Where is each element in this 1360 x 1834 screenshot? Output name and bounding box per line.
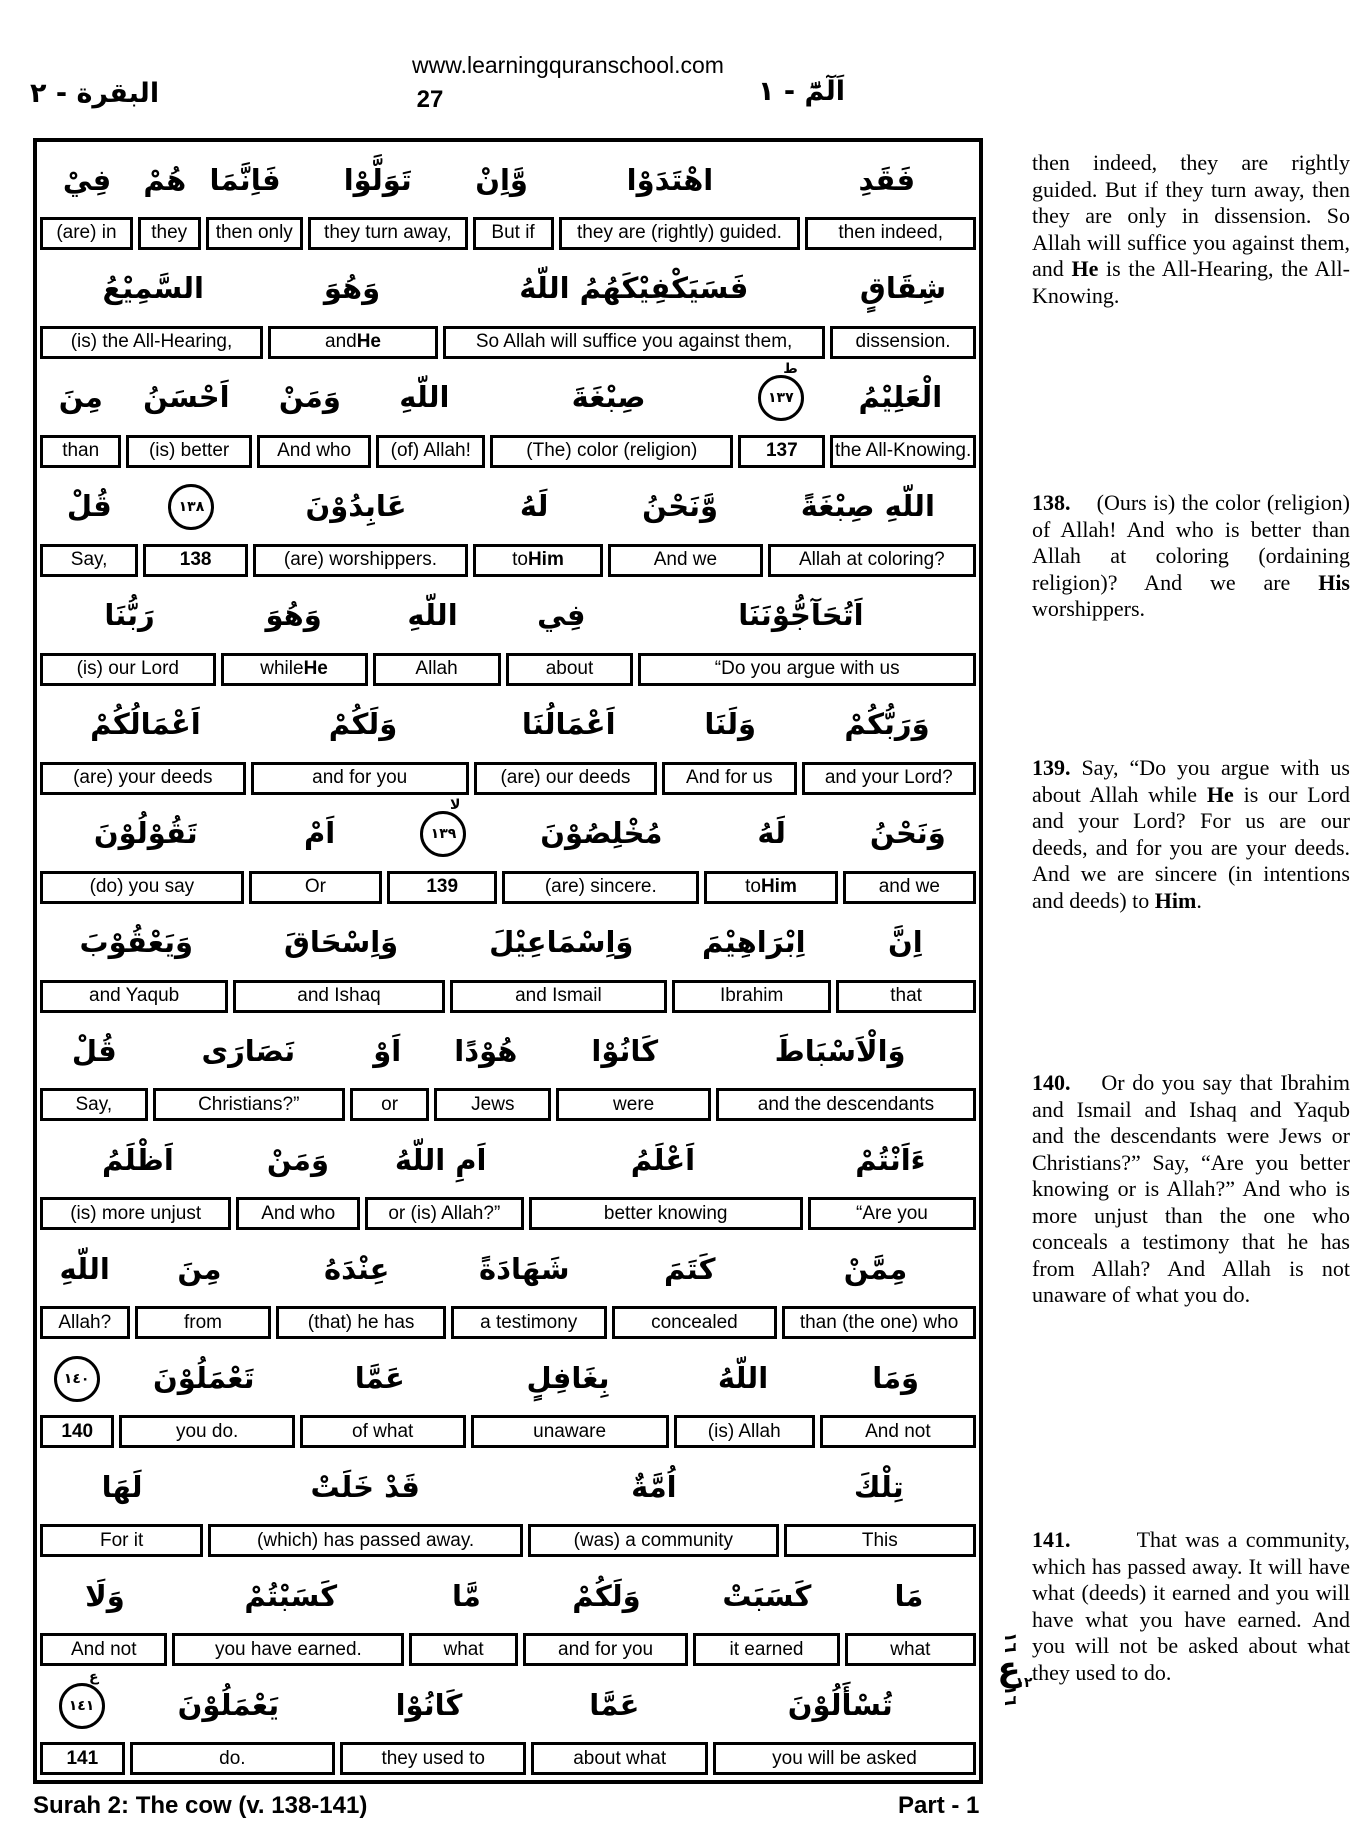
arabic-word: كَانُوْا	[395, 1687, 463, 1722]
arabic-word: اُمَّةٌ	[631, 1469, 677, 1504]
word-translation-cell: (do) you say	[40, 871, 244, 904]
arabic-word: قَدْ خَلَتْ	[310, 1469, 420, 1504]
waqf-mark: لا	[450, 797, 461, 814]
arabic-line	[40, 1451, 976, 1524]
word-by-word-translation-grid	[33, 138, 983, 1784]
word-translation-cell: they are (rightly) guided.	[559, 217, 801, 250]
word-translation-cell: (The) color (religion)	[490, 435, 733, 468]
verse-row	[40, 907, 976, 1016]
word-translation-cell: from	[135, 1306, 272, 1339]
word-translation-cell: better knowing	[529, 1197, 803, 1230]
arabic-word: اَعْمَالُكُمْ	[90, 707, 201, 742]
word-translation-cell: that	[836, 980, 976, 1013]
word-translation-cell: and Ismail	[450, 980, 667, 1013]
arabic-word: شِقَاقٍ	[859, 271, 947, 306]
arabic-word: وَّنَحْنُ	[642, 489, 719, 524]
word-translation-cell: 138	[143, 544, 248, 577]
word-translation-cell: (are) in	[40, 217, 133, 250]
arabic-word: اللّهِ صِبْغَةً	[800, 489, 935, 524]
arabic-word: اللّهِ	[59, 1251, 110, 1286]
arabic-word: لَهُ	[519, 489, 549, 524]
word-translation-cell: they	[138, 217, 201, 250]
word-translation-cell: than	[40, 435, 121, 468]
arabic-line	[40, 1669, 976, 1742]
arabic-word: رَبُّنَا	[104, 598, 155, 633]
arabic-word: مِنَ	[177, 1251, 222, 1286]
verse-row	[40, 1233, 976, 1342]
arabic-word: اِنَّ	[888, 925, 923, 960]
word-translation-cell: Christians?”	[153, 1088, 345, 1121]
word-translation-cell: and the descendants	[716, 1088, 976, 1121]
arabic-word: لَهَا	[101, 1469, 143, 1504]
arabic-word: وَهُوَ	[323, 271, 381, 306]
word-translation-cell: of what	[300, 1415, 466, 1448]
verse-number-circle	[420, 797, 466, 857]
arabic-word: فِيْ	[62, 162, 112, 197]
word-translation-cell: 137	[738, 435, 825, 468]
verse-number-circle	[168, 484, 214, 530]
ruku-number-top: ١٦	[999, 1632, 1020, 1653]
word-translation-cell: Ibrahim	[672, 980, 831, 1013]
waqf-mark: ع	[88, 1668, 99, 1685]
word-translation-cell: or (is) Allah?”	[365, 1197, 524, 1230]
word-translation-cell: what	[845, 1633, 976, 1666]
verse-row	[40, 1560, 976, 1669]
verse-translation-paragraph: 140. Or do you say that Ibrahim and Ismail and Ishaq and Yaqub and the descendants were Jews or Christians?” Say, “Are you better knowing or is Allah?” And who is more unjust than the one who conceals a testimony that he has from Allah? And Allah is not unaware of what you do.	[1032, 1070, 1350, 1307]
arabic-word: يَعْمَلُوْنَ	[177, 1687, 280, 1722]
arabic-word: اَمْ	[304, 816, 336, 851]
arabic-word: تَوَلَّوْا	[343, 162, 412, 197]
word-translation-row	[40, 1742, 976, 1775]
full-translation-sidebar	[1032, 0, 1352, 1834]
arabic-word: نَصَارَى	[201, 1034, 296, 1069]
word-translation-cell: about	[506, 653, 634, 686]
word-translation-cell: (are) worshippers.	[253, 544, 468, 577]
word-translation-cell: For it	[40, 1524, 203, 1557]
arabic-word: وَرَبُّكُمْ	[844, 707, 930, 742]
arabic-word: وَمَنْ	[266, 1142, 329, 1177]
arabic-word: هُمْ	[143, 162, 187, 197]
word-translation-cell: But if	[473, 217, 554, 250]
word-translation-cell: the All-Knowing.	[830, 435, 976, 468]
arabic-word: تِلْكَ	[853, 1469, 904, 1504]
arabic-word: وَلَكُمْ	[328, 707, 398, 742]
juz-header-arabic: اَلٓمّٓ - ١	[758, 76, 846, 107]
arabic-word: مَّا	[451, 1578, 481, 1613]
arabic-word: قُلْ	[66, 489, 112, 524]
word-translation-row	[40, 980, 976, 1013]
word-translation-cell: concealed	[612, 1306, 777, 1339]
arabic-line	[40, 253, 976, 326]
arabic-word: كَسَبْتُمْ	[244, 1578, 338, 1613]
arabic-word: عَمَّا	[354, 1360, 405, 1395]
word-translation-cell: and we	[843, 871, 976, 904]
arabic-line	[40, 1560, 976, 1633]
arabic-word: مِمَّنْ	[843, 1251, 908, 1286]
word-translation-cell: (are) sincere.	[502, 871, 699, 904]
verse-number-circle	[758, 361, 804, 421]
arabic-word: فِي	[537, 598, 586, 633]
word-translation-cell: were	[556, 1088, 711, 1121]
word-translation-row	[40, 1306, 976, 1339]
arabic-word: اِبْرَاهِيْمَ	[702, 925, 806, 960]
word-translation-cell: you do.	[119, 1415, 294, 1448]
word-translation-row	[40, 435, 976, 468]
word-translation-cell: and Ishaq	[233, 980, 445, 1013]
word-translation-cell: (are) our deeds	[474, 762, 657, 795]
arabic-word: مَا	[894, 1578, 924, 1613]
verse-row	[40, 362, 976, 471]
arabic-word: عِنْدَهُ	[323, 1251, 390, 1286]
arabic-line	[40, 471, 976, 544]
word-translation-cell: and for you	[523, 1633, 688, 1666]
verse-number-circle	[59, 1668, 105, 1729]
arabic-word: وَّاِنْ	[475, 162, 528, 197]
verse-number-arabic: ١٣٨	[178, 499, 205, 516]
arabic-word: فَقَدِ	[858, 162, 916, 197]
verse-row	[40, 471, 976, 580]
arabic-line	[40, 907, 976, 980]
word-translation-cell: “Are you	[808, 1197, 976, 1230]
verse-translation-paragraph: 141. That was a community, which has passed away. It will have what (deeds) it earned and you will have what you have earned. And you will not be asked about what they used to do.	[1032, 1527, 1350, 1685]
page-number: 27	[416, 86, 444, 113]
arabic-word: هُوْدًا	[454, 1034, 518, 1069]
verse-translation-paragraph: 139. Say, “Do you argue with us about Allah while He is our Lord and your Lord? For us are our deeds, and for you are your deeds. And we are sincere (in intentions and deeds) to Him.	[1032, 755, 1351, 913]
arabic-word: وَلَنَا	[704, 707, 756, 742]
arabic-word: كَانُوْا	[591, 1034, 659, 1069]
word-translation-cell: (are) your deeds	[40, 762, 246, 795]
arabic-word: ءَاَنْتُمْ	[855, 1142, 926, 1177]
verse-translation-paragraph: 138. (Ours is) the color (religion) of Allah! And who is better than Allah at coloring (ordaining religion)? And we are His worshippers.	[1032, 490, 1350, 621]
arabic-line	[40, 580, 976, 653]
arabic-line	[40, 689, 976, 762]
verse-row	[40, 798, 976, 907]
word-translation-cell: Allah?	[40, 1306, 130, 1339]
word-translation-row	[40, 1197, 976, 1230]
word-translation-row	[40, 1415, 976, 1448]
arabic-line	[40, 362, 976, 435]
arabic-word: وَاِسْحَاقَ	[283, 925, 399, 960]
verse-row	[40, 1342, 976, 1451]
word-translation-cell: to Him	[473, 544, 603, 577]
word-translation-cell: than (the one) who	[782, 1306, 976, 1339]
arabic-word: مُخْلِصُوْنَ	[540, 816, 663, 851]
word-translation-cell: (that) he has	[276, 1306, 445, 1339]
surah-header-arabic: البقرة - ٢	[30, 78, 160, 109]
verse-row	[40, 144, 976, 253]
verse-row	[40, 1124, 976, 1233]
arabic-word: كَسَبَتْ	[722, 1578, 812, 1613]
ruku-sub-number: ١٢	[1015, 1675, 1033, 1691]
word-translation-cell: Allah	[373, 653, 501, 686]
word-translation-cell: So Allah will suffice you against them,	[443, 326, 825, 359]
word-translation-cell: And we	[608, 544, 763, 577]
word-translation-row	[40, 1524, 976, 1557]
verse-number-arabic: ١٣٩	[430, 826, 457, 843]
arabic-word: اللّهِ	[407, 598, 458, 633]
word-translation-cell: Allah at coloring?	[768, 544, 976, 577]
word-translation-cell: and for you	[251, 762, 469, 795]
word-translation-cell: a testimony	[451, 1306, 607, 1339]
arabic-word: فَسَيَكْفِيْكَهُمُ اللّهُ	[519, 271, 749, 306]
verse-translation-paragraph: then indeed, they are rightly guided. But if they turn away, then they are only in dissension. So Allah will suffice you against them, and He is the All-Hearing, the All-Knowing.	[1032, 150, 1351, 308]
word-translation-cell: (is) Allah	[674, 1415, 815, 1448]
arabic-word: بِغَافِلٍ	[526, 1360, 610, 1395]
word-translation-cell: unaware	[471, 1415, 669, 1448]
word-translation-row	[40, 871, 976, 904]
arabic-word: اَتُحَآجُّوْنَنَا	[738, 598, 864, 633]
arabic-word: وَمَنْ	[278, 380, 341, 415]
arabic-word: تَقُوْلُوْنَ	[93, 816, 198, 851]
surah-footer-label: Surah 2: The cow (v. 138-141)	[33, 1792, 368, 1819]
arabic-word: اَوْ	[373, 1034, 402, 1069]
word-translation-cell: (is) our Lord	[40, 653, 216, 686]
word-translation-cell: then only	[206, 217, 303, 250]
ain-icon: ع	[997, 1649, 1021, 1689]
word-translation-cell: 140	[40, 1415, 114, 1448]
word-translation-cell: This	[784, 1524, 976, 1557]
word-translation-cell: Or	[249, 871, 382, 904]
arabic-word: لَهُ	[757, 816, 786, 851]
word-translation-row	[40, 1088, 976, 1121]
arabic-word: وَاِسْمَاعِيْلَ	[489, 925, 634, 960]
arabic-word: مِنَ	[58, 380, 103, 415]
arabic-word: اَعْمَالُنَا	[521, 707, 616, 742]
word-translation-cell: (is) more unjust	[40, 1197, 231, 1230]
arabic-line	[40, 1342, 976, 1415]
word-translation-cell: and Yaqub	[40, 980, 228, 1013]
word-translation-row	[40, 653, 976, 686]
arabic-word: كَتَمَ	[664, 1251, 716, 1286]
word-translation-cell: Say,	[40, 1088, 148, 1121]
arabic-line	[40, 144, 976, 217]
word-translation-cell: you will be asked	[713, 1742, 976, 1775]
word-translation-cell: And who	[257, 435, 371, 468]
verse-row	[40, 580, 976, 689]
word-translation-cell: “Do you argue with us	[638, 653, 976, 686]
arabic-word: وَيَعْقُوْبَ	[79, 925, 193, 960]
verse-number-arabic: ١٤٠	[63, 1370, 90, 1387]
word-translation-cell: 141	[40, 1742, 125, 1775]
arabic-word: شَهَادَةً	[478, 1251, 570, 1286]
arabic-line	[40, 1233, 976, 1306]
arabic-word: عَمَّا	[589, 1687, 640, 1722]
verse-row	[40, 253, 976, 362]
arabic-word: وَمَا	[872, 1360, 920, 1395]
word-translation-cell: And who	[236, 1197, 360, 1230]
verse-number-arabic: ١٤١	[68, 1697, 95, 1714]
word-translation-cell: you have earned.	[172, 1633, 404, 1666]
word-translation-cell: Jews	[434, 1088, 551, 1121]
word-translation-cell: Say,	[40, 544, 138, 577]
arabic-line	[40, 798, 976, 871]
word-translation-cell: while He	[221, 653, 368, 686]
word-translation-cell: what	[409, 1633, 518, 1666]
arabic-line	[40, 1016, 976, 1089]
word-translation-cell: they used to	[340, 1742, 526, 1775]
arabic-word: عَابِدُوْنَ	[305, 489, 407, 524]
arabic-word: وَنَحْنُ	[869, 816, 946, 851]
ruku-marker	[986, 1634, 1032, 1704]
verse-row	[40, 689, 976, 798]
arabic-word: تَعْمَلُوْنَ	[153, 1360, 255, 1395]
word-translation-cell: (which) has passed away.	[208, 1524, 523, 1557]
arabic-word: وَلَا	[85, 1578, 125, 1613]
word-translation-cell: it earned	[693, 1633, 839, 1666]
word-translation-cell: (is) better	[126, 435, 251, 468]
arabic-word: فَاِنَّمَا	[209, 162, 281, 197]
word-translation-cell: and your Lord?	[802, 762, 976, 795]
word-translation-cell: (of) Allah!	[376, 435, 485, 468]
arabic-line	[40, 1124, 976, 1197]
word-translation-cell: (is) the All-Hearing,	[40, 326, 263, 359]
verse-row	[40, 1669, 976, 1778]
word-translation-cell: then indeed,	[805, 217, 976, 250]
arabic-word: اللّهُ	[717, 1360, 769, 1395]
arabic-word: قُلْ	[71, 1034, 117, 1069]
verse-number-arabic: ١٣٧	[768, 390, 794, 407]
arabic-word: وَالْاَسْبَاطَ	[774, 1034, 906, 1069]
word-translation-row	[40, 544, 976, 577]
verse-row	[40, 1016, 976, 1125]
arabic-word: صِبْغَةَ	[571, 380, 646, 415]
part-footer-label: Part - 1	[898, 1792, 980, 1819]
verse-row	[40, 1451, 976, 1560]
arabic-word: اهْتَدَوْا	[626, 162, 714, 197]
word-translation-cell: do.	[130, 1742, 335, 1775]
site-url: www.learningquranschool.com	[412, 52, 724, 78]
word-translation-row	[40, 1633, 976, 1666]
arabic-word: اَحْسَنُ	[143, 380, 230, 415]
word-translation-row	[40, 326, 976, 359]
word-translation-cell: or	[350, 1088, 429, 1121]
verse-number-circle	[54, 1356, 100, 1402]
arabic-word: الْعَلِيْمُ	[858, 380, 943, 415]
arabic-word: وَهُوَ	[265, 598, 322, 633]
word-translation-cell: And not	[820, 1415, 976, 1448]
arabic-word: وَلَكُمْ	[572, 1578, 641, 1613]
arabic-word: تُسْأَلُوْنَ	[787, 1687, 893, 1722]
word-translation-row	[40, 762, 976, 795]
word-translation-cell: and He	[268, 326, 438, 359]
ruku-number-bottom: ١٦	[999, 1685, 1020, 1706]
arabic-word: اللّهِ	[399, 380, 450, 415]
arabic-word: اَمِ اللّهُ	[394, 1142, 487, 1177]
arabic-word: السَّمِيْعُ	[102, 271, 204, 306]
arabic-word: اَظْلَمُ	[101, 1142, 174, 1177]
word-translation-cell: (was) a community	[528, 1524, 779, 1557]
word-translation-cell: they turn away,	[308, 217, 468, 250]
arabic-word: اَعْلَمُ	[630, 1142, 696, 1177]
word-translation-row	[40, 217, 976, 250]
waqf-mark: ط	[783, 361, 798, 378]
word-translation-cell: to Him	[704, 871, 837, 904]
word-translation-cell: 139	[387, 871, 497, 904]
word-translation-cell: about what	[531, 1742, 708, 1775]
word-translation-cell: dissension.	[830, 326, 976, 359]
word-translation-cell: And for us	[662, 762, 797, 795]
word-translation-cell: And not	[40, 1633, 167, 1666]
